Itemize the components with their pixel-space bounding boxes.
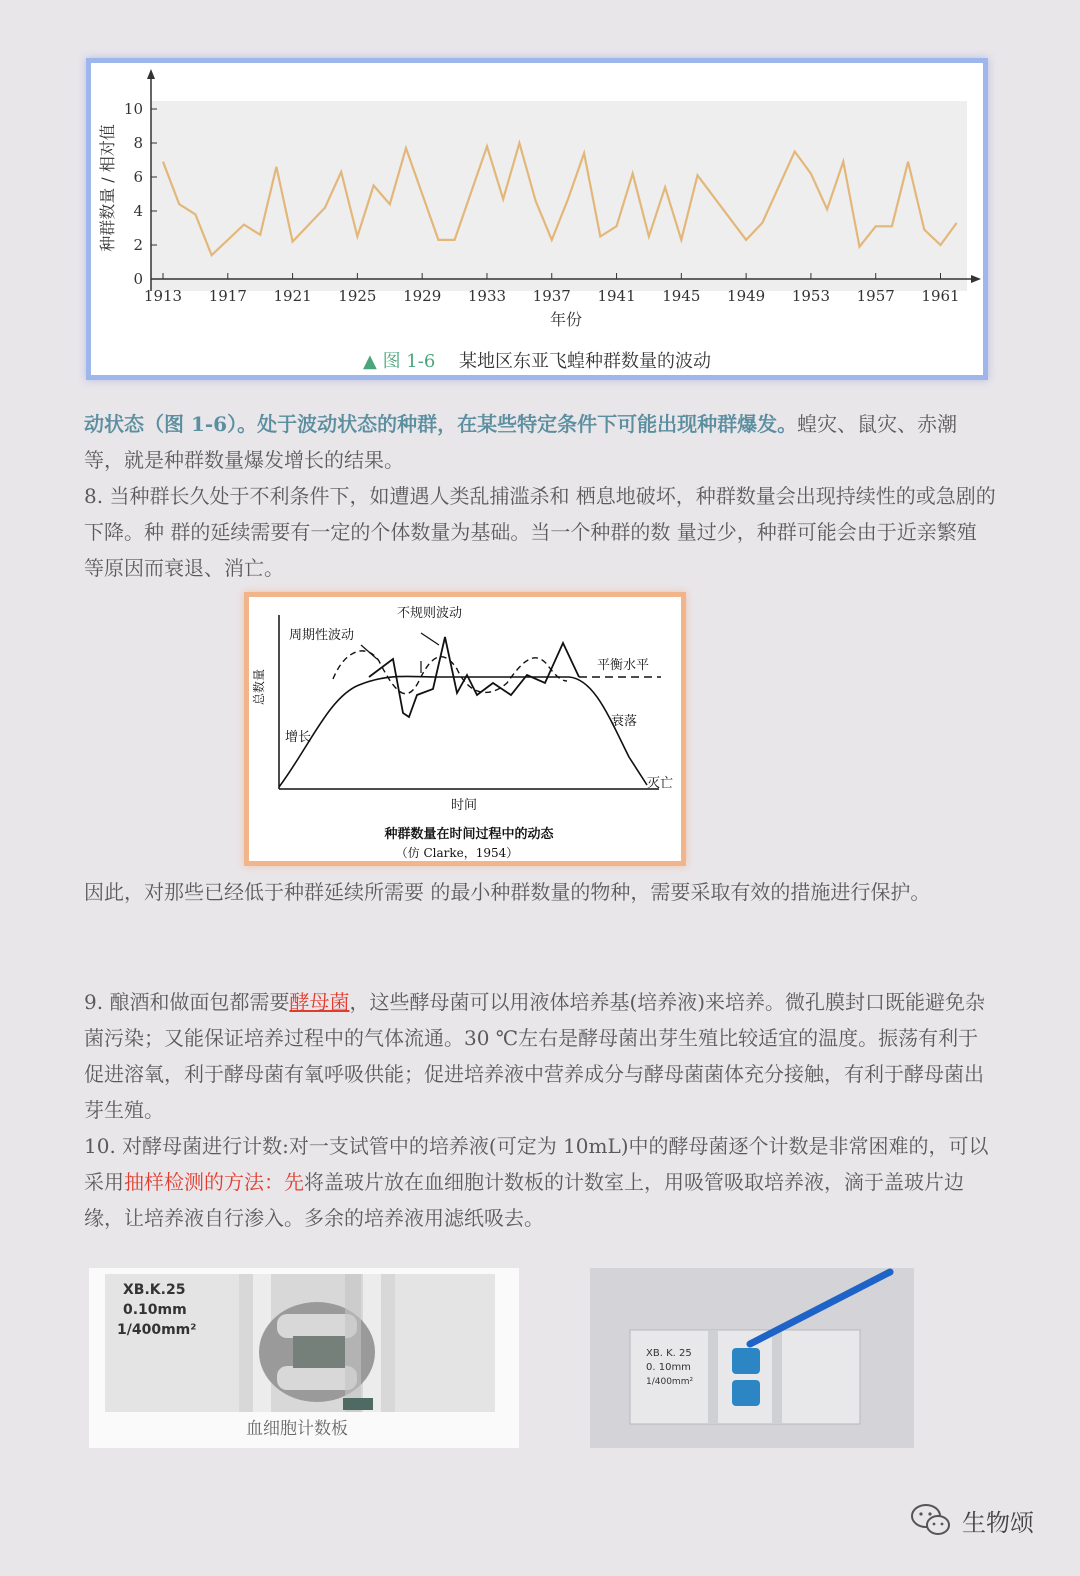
figure1-title: 某地区东亚飞蝗种群数量的波动 <box>459 351 712 372</box>
chart-plot-area <box>151 101 967 291</box>
figure-locust-population <box>86 58 988 380</box>
para1-highlight: 处于波动状态的种群，在某些特定条件下可能出现种群爆发。 <box>257 412 798 436</box>
hemocytometer-caption: 血细胞计数板 <box>246 1419 348 1439</box>
hemocytometer-photo <box>89 1268 519 1448</box>
paragraph-point-9 <box>84 984 996 1128</box>
label-decline: 衰落 <box>611 714 638 729</box>
label-equilibrium: 平衡水平 <box>597 658 650 673</box>
hemo-label-model: XB.K.25 <box>123 1282 186 1298</box>
y-axis-arrow <box>147 69 155 79</box>
slide-label-area: 1/400mm² <box>646 1377 694 1387</box>
y-tick-label: 6 <box>133 168 143 186</box>
diagram-caption-source: （仿 Clarke，1954） <box>395 846 519 860</box>
chamber-top <box>732 1348 760 1374</box>
x-tick-label: 1949 <box>727 287 766 305</box>
pipetting-illustration <box>590 1268 914 1448</box>
x-tick-label: 1957 <box>856 287 895 305</box>
y-tick-label: 10 <box>123 100 143 118</box>
wechat-icon <box>910 1502 952 1538</box>
figure-population-dynamics <box>244 592 686 866</box>
x-tick-label: 1937 <box>532 287 571 305</box>
paragraph-fluctuation <box>84 406 996 478</box>
locust-population-chart <box>91 63 983 375</box>
hemo-label-area: 1/400mm² <box>117 1322 197 1338</box>
population-dynamics-diagram <box>249 597 681 861</box>
paragraph-point-10 <box>84 1128 996 1236</box>
diagram-caption-title: 种群数量在时间过程中的动态 <box>384 827 554 842</box>
slide-label-depth: 0. 10mm <box>646 1362 691 1373</box>
figure1-caption <box>91 347 983 373</box>
label-extinction: 灭亡 <box>647 776 674 791</box>
periodic-pointer <box>361 645 377 659</box>
figure1-number: 图 1-6 <box>382 351 436 372</box>
paragraph-point-8: 8. 当种群长久处于不利条件下，如遭遇人类乱捕滥杀和 栖息地破坏，种群数量会出现持续性的或急剧的下降。种 群的延续需要有一定的个体数量为基础。当一个种群的数 量过少，种群可能会由于近亲繁殖等原因而衰退、消亡。 <box>84 484 996 580</box>
x-tick-label: 1961 <box>921 287 960 305</box>
hemocytometer-illustration <box>89 1268 519 1448</box>
brand-name: 生物颂 <box>962 1508 1034 1537</box>
hemo-label-depth: 0.10mm <box>123 1302 187 1318</box>
growth-curve <box>279 676 647 787</box>
slide-label-model: XB. K. 25 <box>646 1348 692 1359</box>
x-axis-label: 年份 <box>549 310 583 329</box>
x-tick-label: 1953 <box>791 287 831 305</box>
x-tick-label: 1917 <box>208 287 247 305</box>
y-tick-label: 8 <box>133 134 143 152</box>
sampling-method-highlight: 抽样检测的方法 <box>124 1170 264 1194</box>
x-tick-label: 1913 <box>143 287 183 305</box>
para1-lead: 动状态（图 1-6）。 <box>84 412 258 436</box>
x-tick-label: 1921 <box>273 287 312 305</box>
irregular-pointer <box>421 633 439 645</box>
y-axis-label: 种群数量 / 相对值 <box>98 124 117 252</box>
x-tick-label: 1925 <box>338 287 377 305</box>
para4-prefix: 9. 酿酒和做面包都需要 <box>84 990 290 1014</box>
first-step-highlight: 先 <box>284 1170 304 1194</box>
x-tick-label: 1941 <box>597 287 636 305</box>
wechat-brand-watermark <box>910 1498 1034 1542</box>
pipetting-photo <box>590 1268 914 1448</box>
paragraph-protection: 因此，对那些已经低于种群延续所需要 的最小种群数量的物种，需要采取有效的措施进行保护。 <box>84 880 931 904</box>
para4-rest: ，这些酵母菌可以用液体培养基(培养液)来培养。微孔膜封口既能避免杂菌污染；又能保证培养过程中的气体流通。30 ℃左右是酵母菌出芽生殖比较适宜的温度。振荡有利于促进溶氧，利于酵母菌有氧呼吸供能；促进培养液中营养成分与酵母菌菌体充分接触，有利于酵母菌出芽生殖。 <box>84 990 986 1122</box>
label-periodic: 周期性波动 <box>289 628 355 643</box>
diagram-y-label: 总数量 <box>252 668 266 706</box>
y-tick-label: 4 <box>133 202 143 220</box>
x-tick-label: 1933 <box>467 287 507 305</box>
yeast-highlight: 酵母菌 <box>289 990 350 1014</box>
para5-rest: 将盖玻片放在血细胞计数板的计数室上，用吸管吸取培养液，滴于盖玻片边缘，让培养液自行渗入。多余的培养液用滤纸吸去。 <box>84 1170 964 1230</box>
caption-triangle-icon: ▲ <box>362 351 377 372</box>
para5-prefix: 10. 对酵母菌进行计数:对一支试管中的培养液(可定为 10mL)中的酵母菌逐个计数是非常困难的，可以采用 <box>84 1134 989 1194</box>
y-tick-label: 0 <box>133 270 143 288</box>
chamber-bottom <box>732 1380 760 1406</box>
x-tick-label: 1929 <box>403 287 442 305</box>
x-axis-arrow <box>971 275 981 283</box>
label-growth: 增长 <box>285 730 312 745</box>
para5-colon: ： <box>264 1170 284 1194</box>
diagram-x-label: 时间 <box>450 798 478 813</box>
x-tick-label: 1945 <box>662 287 701 305</box>
y-tick-label: 2 <box>133 236 143 254</box>
label-irregular: 不规则波动 <box>397 606 463 621</box>
para1-rest: 蝗灾、鼠灾、赤潮等，就是种群数量爆发增长的结果。 <box>84 412 958 472</box>
